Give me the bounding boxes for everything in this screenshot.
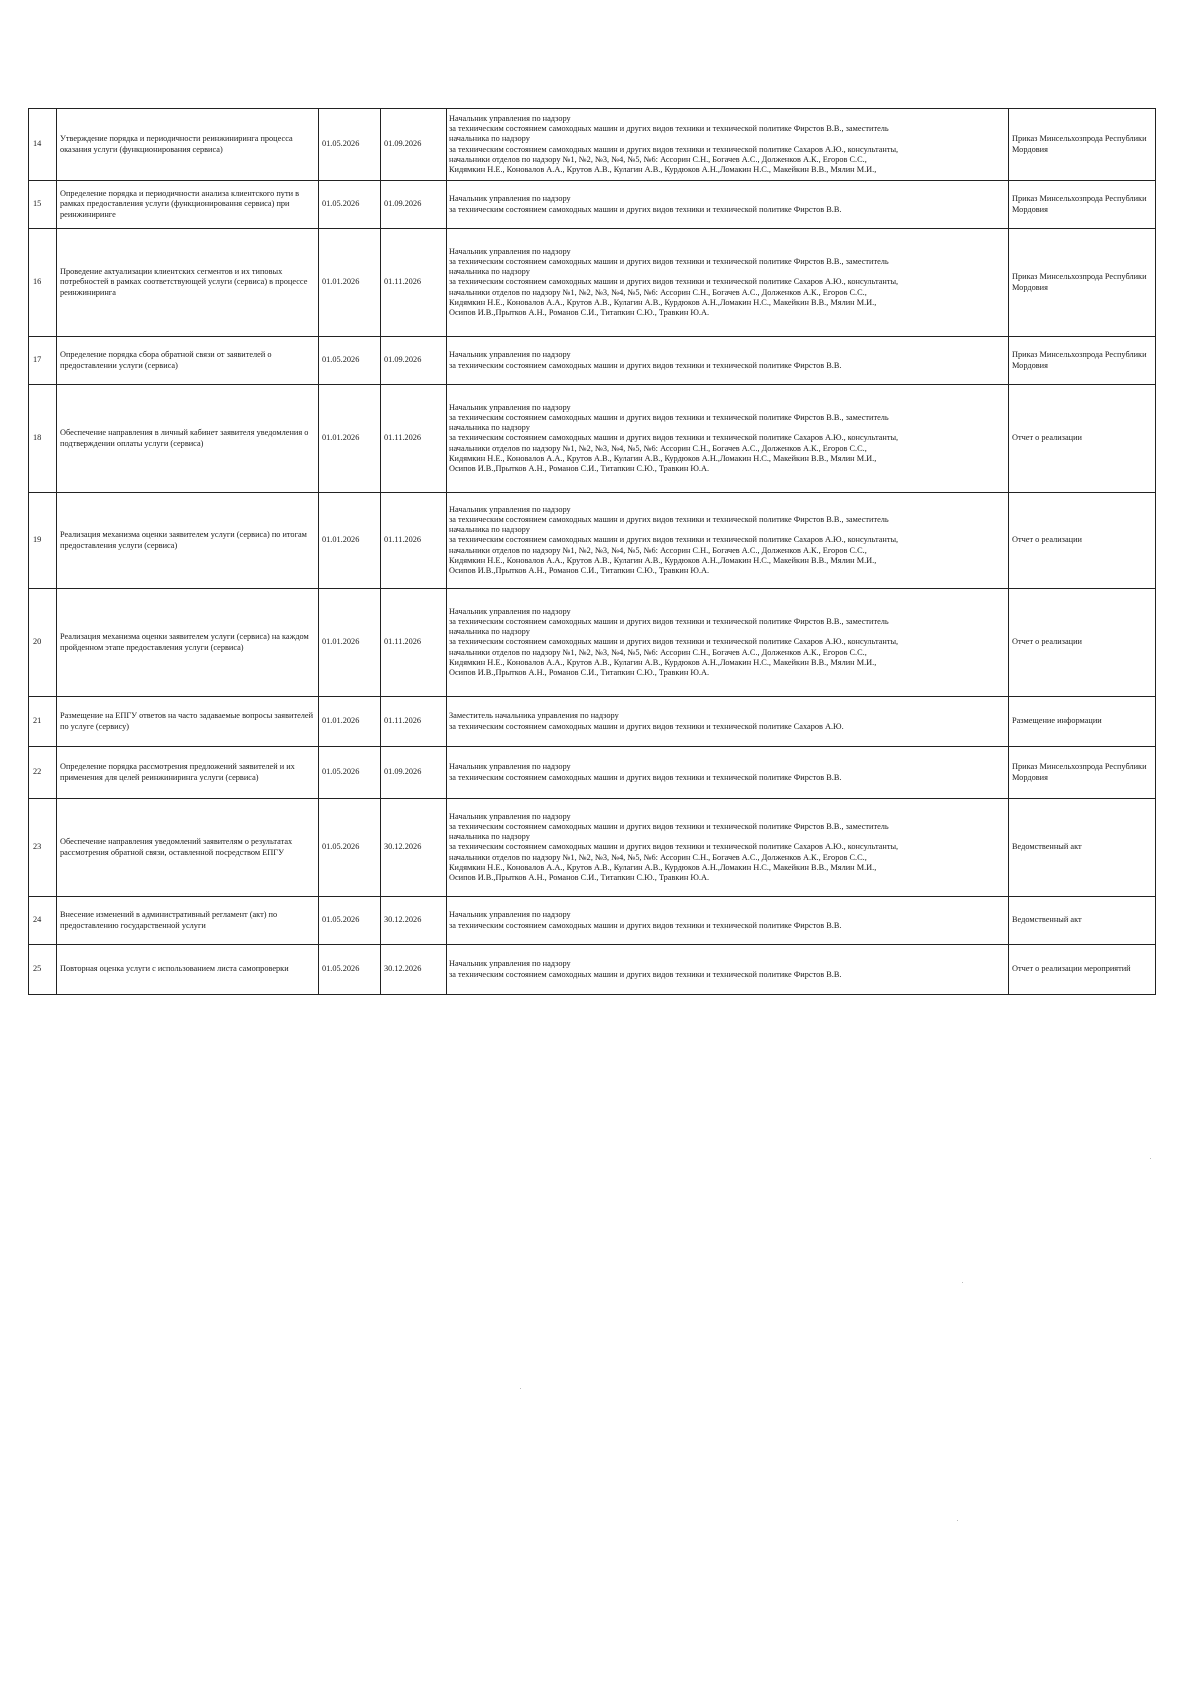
responsible-persons: [447, 385, 1009, 493]
responsible-persons: [447, 493, 1009, 589]
end-date: 01.11.2026: [381, 589, 447, 697]
responsible-line: Начальник управления по надзору: [449, 607, 571, 617]
start-date: 01.05.2026: [319, 337, 381, 385]
end-date: 01.09.2026: [381, 181, 447, 229]
result-document: Ведомственный акт: [1009, 897, 1156, 945]
responsible-line: начальника по надзору: [449, 832, 530, 842]
responsible-line: Кидямкин Н.Е., Коновалов А.А., Крутов А.В., Кулагин А.В., Курдюков А.Н.,Ломакин Н.С., Макейкин В.В., Мялин М.И.,: [449, 555, 877, 565]
table-row: [29, 385, 1156, 493]
task-description: Определение порядка сбора обратной связи от заявителей о предоставлении услуги (сервиса): [57, 337, 319, 385]
table-body: [29, 109, 1156, 995]
responsible-line: за техническим состоянием самоходных машин и других видов техники и технической политике Фирстов В.В., заместитель: [449, 124, 889, 134]
responsible-line: за техническим состоянием самоходных машин и других видов техники и технической политике Фирстов В.В., заместитель: [449, 515, 889, 525]
responsible-persons: [447, 337, 1009, 385]
task-description: Обеспечение направления в личный кабинет заявителя уведомления о подтверждении оплаты услуги (сервиса): [57, 385, 319, 493]
responsible-line: Начальник управления по надзору: [449, 910, 571, 920]
row-number: 25: [29, 945, 57, 995]
end-date: 01.11.2026: [381, 493, 447, 589]
start-date: 01.01.2026: [319, 385, 381, 493]
responsible-line: начальника по надзору: [449, 525, 530, 535]
responsible-persons: [447, 799, 1009, 897]
start-date: 01.05.2026: [319, 109, 381, 181]
responsible-line: начальника по надзору: [449, 627, 530, 637]
responsible-persons: [447, 945, 1009, 995]
responsible-line: за техническим состоянием самоходных машин и других видов техники и технической политике Фирстов В.В., заместитель: [449, 617, 889, 627]
responsible-line: за техническим состоянием самоходных машин и других видов техники и технической политике Сахаров А.Ю.: [449, 721, 844, 731]
responsible-line: за техническим состоянием самоходных машин и других видов техники и технической политике Фирстов В.В., заместитель: [449, 822, 889, 832]
table-row: [29, 945, 1156, 995]
responsible-line: за техническим состоянием самоходных машин и других видов техники и технической политике Сахаров А.Ю., консультанты,: [449, 637, 899, 647]
responsible-line: за техническим состоянием самоходных машин и других видов техники и технической политике Фирстов В.В.: [449, 204, 842, 214]
responsible-line: Осипов И.В.,Прытков А.Н., Романов С.И., Титапкин С.Ю., Травкин Ю.А.: [449, 872, 710, 882]
responsible-line: Кидямкин Н.Е., Коновалов А.А., Крутов А.В., Кулагин А.В., Курдюков А.Н.,Ломакин Н.С., Макейкин В.В., Мялин М.И.,: [449, 453, 877, 463]
task-description: Утверждение порядка и периодичности реинжиниринга процесса оказания услуги (функционирования сервиса): [57, 109, 319, 181]
responsible-line: начальника по надзору: [449, 134, 530, 144]
start-date: 01.01.2026: [319, 493, 381, 589]
responsible-line: за техническим состоянием самоходных машин и других видов техники и технической политике Сахаров А.Ю., консультанты,: [449, 535, 899, 545]
responsible-line: Начальник управления по надзору: [449, 812, 571, 822]
responsible-line: за техническим состоянием самоходных машин и других видов техники и технической политике Сахаров А.Ю., консультанты,: [449, 433, 899, 443]
responsible-line: начальники отделов по надзору №1, №2, №3, №4, №5, №6: Ассорин С.Н., Богачев А.С., Долженков А.К., Егоров С.С.,: [449, 154, 867, 164]
responsible-line: за техническим состоянием самоходных машин и других видов техники и технической политике Фирстов В.В., заместитель: [449, 257, 889, 267]
row-number: 21: [29, 697, 57, 747]
responsible-line: Осипов И.В.,Прытков А.Н., Романов С.И., Титапкин С.Ю., Травкин Ю.А.: [449, 307, 710, 317]
row-number: 17: [29, 337, 57, 385]
end-date: 01.09.2026: [381, 337, 447, 385]
result-document: Приказ Минсельхозпрода Республики Мордовия: [1009, 229, 1156, 337]
row-number: 15: [29, 181, 57, 229]
responsible-line: за техническим состоянием самоходных машин и других видов техники и технической политике Сахаров А.Ю., консультанты,: [449, 842, 899, 852]
start-date: 01.05.2026: [319, 799, 381, 897]
result-document: Приказ Минсельхозпрода Республики Мордовия: [1009, 181, 1156, 229]
start-date: 01.05.2026: [319, 181, 381, 229]
end-date: 01.11.2026: [381, 697, 447, 747]
responsible-line: за техническим состоянием самоходных машин и других видов техники и технической политике Фирстов В.В.: [449, 772, 842, 782]
responsible-line: Кидямкин Н.Е., Коновалов А.А., Крутов А.В., Кулагин А.В., Курдюков А.Н.,Ломакин Н.С., Макейкин В.В., Мялин М.И.,: [449, 164, 877, 174]
responsible-line: начальника по надзору: [449, 267, 530, 277]
responsible-line: начальники отделов по надзору №1, №2, №3, №4, №5, №6: Ассорин С.Н., Богачев А.С., Долженков А.К., Егоров С.С.,: [449, 287, 867, 297]
responsible-persons: [447, 229, 1009, 337]
table-row: [29, 799, 1156, 897]
end-date: 30.12.2026: [381, 897, 447, 945]
table-row: [29, 337, 1156, 385]
responsible-line: Начальник управления по надзору: [449, 959, 571, 969]
responsible-line: за техническим состоянием самоходных машин и других видов техники и технической политике Сахаров А.Ю., консультанты,: [449, 144, 899, 154]
responsible-line: Кидямкин Н.Е., Коновалов А.А., Крутов А.В., Кулагин А.В., Курдюков А.Н.,Ломакин Н.С., Макейкин В.В., Мялин М.И.,: [449, 657, 877, 667]
end-date: 01.09.2026: [381, 747, 447, 799]
row-number: 24: [29, 897, 57, 945]
result-document: Отчет о реализации: [1009, 589, 1156, 697]
table-row: [29, 747, 1156, 799]
responsible-line: за техническим состоянием самоходных машин и других видов техники и технической политике Фирстов В.В.: [449, 969, 842, 979]
end-date: 30.12.2026: [381, 945, 447, 995]
task-description: Размещение на ЕПГУ ответов на часто задаваемые вопросы заявителей по услуге (сервису): [57, 697, 319, 747]
responsible-line: Кидямкин Н.Е., Коновалов А.А., Крутов А.В., Кулагин А.В., Курдюков А.Н.,Ломакин Н.С., Макейкин В.В., Мялин М.И.,: [449, 862, 877, 872]
row-number: 20: [29, 589, 57, 697]
responsible-line: Осипов И.В.,Прытков А.Н., Романов С.И., Титапкин С.Ю., Травкин Ю.А.: [449, 667, 710, 677]
task-description: Определение порядка рассмотрения предложений заявителей и их применения для целей реинжиниринга услуги (сервиса): [57, 747, 319, 799]
row-number: 23: [29, 799, 57, 897]
start-date: 01.01.2026: [319, 229, 381, 337]
responsible-line: начальники отделов по надзору №1, №2, №3, №4, №5, №6: Ассорин С.Н., Богачев А.С., Долженков А.К., Егоров С.С.,: [449, 443, 867, 453]
result-document: Ведомственный акт: [1009, 799, 1156, 897]
result-document: Приказ Минсельхозпрода Республики Мордовия: [1009, 747, 1156, 799]
responsible-line: Начальник управления по надзору: [449, 762, 571, 772]
row-number: 16: [29, 229, 57, 337]
task-description: Проведение актуализации клиентских сегментов и их типовых потребностей в рамках соответствующей услуги (сервиса) в процессе реинжиниринга: [57, 229, 319, 337]
responsible-line: за техническим состоянием самоходных машин и других видов техники и технической политике Фирстов В.В., заместитель: [449, 413, 889, 423]
table-row: [29, 697, 1156, 747]
responsible-line: Начальник управления по надзору: [449, 505, 571, 515]
responsible-line: за техническим состоянием самоходных машин и других видов техники и технической политике Фирстов В.В.: [449, 920, 842, 930]
result-document: Размещение информации: [1009, 697, 1156, 747]
task-description: Определение порядка и периодичности анализа клиентского пути в рамках предоставления услуги (функционировання сервиса) при реинжиниринге: [57, 181, 319, 229]
end-date: 01.09.2026: [381, 109, 447, 181]
task-description: Внесение изменений в административный регламент (акт) по предоставлению государственной услуги: [57, 897, 319, 945]
table-row: [29, 589, 1156, 697]
task-description: Повторная оценка услуги с использованием листа самопроверки: [57, 945, 319, 995]
row-number: 19: [29, 493, 57, 589]
table-row: [29, 229, 1156, 337]
result-document: Приказ Минсельхозпрода Республики Мордовия: [1009, 337, 1156, 385]
end-date: 01.11.2026: [381, 385, 447, 493]
responsible-persons: [447, 181, 1009, 229]
task-description: Реализация механизма оценки заявителем услуги (сервиса) по итогам предоставления услуги (сервиса): [57, 493, 319, 589]
responsible-line: Кидямкин Н.Е., Коновалов А.А., Крутов А.В., Кулагин А.В., Курдюков А.Н.,Ломакин Н.С., Макейкин В.В., Мялин М.И.,: [449, 297, 877, 307]
row-number: 14: [29, 109, 57, 181]
responsible-persons: [447, 109, 1009, 181]
responsible-persons: [447, 747, 1009, 799]
responsible-line: за техническим состоянием самоходных машин и других видов техники и технической политике Фирстов В.В.: [449, 360, 842, 370]
responsible-line: начальники отделов по надзору №1, №2, №3, №4, №5, №6: Ассорин С.Н., Богачев А.С., Долженков А.К., Егоров С.С.,: [449, 545, 867, 555]
responsible-line: начальника по надзору: [449, 423, 530, 433]
result-document: Отчет о реализации: [1009, 385, 1156, 493]
start-date: 01.01.2026: [319, 697, 381, 747]
responsible-line: Осипов И.В.,Прытков А.Н., Романов С.И., Титапкин С.Ю., Травкин Ю.А.: [449, 565, 710, 575]
result-document: Приказ Минсельхозпрода Республики Мордовия: [1009, 109, 1156, 181]
result-document: Отчет о реализации мероприятий: [1009, 945, 1156, 995]
responsible-line: Начальник управления по надзору: [449, 114, 571, 124]
row-number: 18: [29, 385, 57, 493]
responsible-line: Начальник управления по надзору: [449, 403, 571, 413]
responsible-persons: [447, 589, 1009, 697]
responsible-line: Начальник управления по надзору: [449, 247, 571, 257]
table-row: [29, 493, 1156, 589]
responsible-line: Начальник управления по надзору: [449, 350, 571, 360]
table-row: [29, 109, 1156, 181]
start-date: 01.05.2026: [319, 945, 381, 995]
result-document: Отчет о реализации: [1009, 493, 1156, 589]
responsible-line: Осипов И.В.,Прытков А.Н., Романов С.И., Титапкин С.Ю., Травкин Ю.А.: [449, 463, 710, 473]
responsible-persons: [447, 897, 1009, 945]
end-date: 01.11.2026: [381, 229, 447, 337]
responsible-line: за техническим состоянием самоходных машин и других видов техники и технической политике Сахаров А.Ю., консультанты,: [449, 277, 899, 287]
responsible-line: начальники отделов по надзору №1, №2, №3, №4, №5, №6: Ассорин С.Н., Богачев А.С., Долженков А.К., Егоров С.С.,: [449, 647, 867, 657]
responsible-line: Заместитель начальника управления по надзору: [449, 711, 619, 721]
measures-table: [28, 108, 1156, 995]
responsible-line: начальники отделов по надзору №1, №2, №3, №4, №5, №6: Ассорин С.Н., Богачев А.С., Долженков А.К., Егоров С.С.,: [449, 852, 867, 862]
end-date: 30.12.2026: [381, 799, 447, 897]
start-date: 01.01.2026: [319, 589, 381, 697]
row-number: 22: [29, 747, 57, 799]
table-row: [29, 897, 1156, 945]
responsible-persons: [447, 697, 1009, 747]
start-date: 01.05.2026: [319, 897, 381, 945]
start-date: 01.05.2026: [319, 747, 381, 799]
task-description: Реализация механизма оценки заявителем услуги (сервиса) на каждом пройденном этапе предоставления услуги (сервиса): [57, 589, 319, 697]
responsible-line: Начальник управления по надзору: [449, 194, 571, 204]
table-row: [29, 181, 1156, 229]
task-description: Обеспечение направления уведомлений заявителям о результатах рассмотрения обратной связи, оставленной посредством ЕПГУ: [57, 799, 319, 897]
